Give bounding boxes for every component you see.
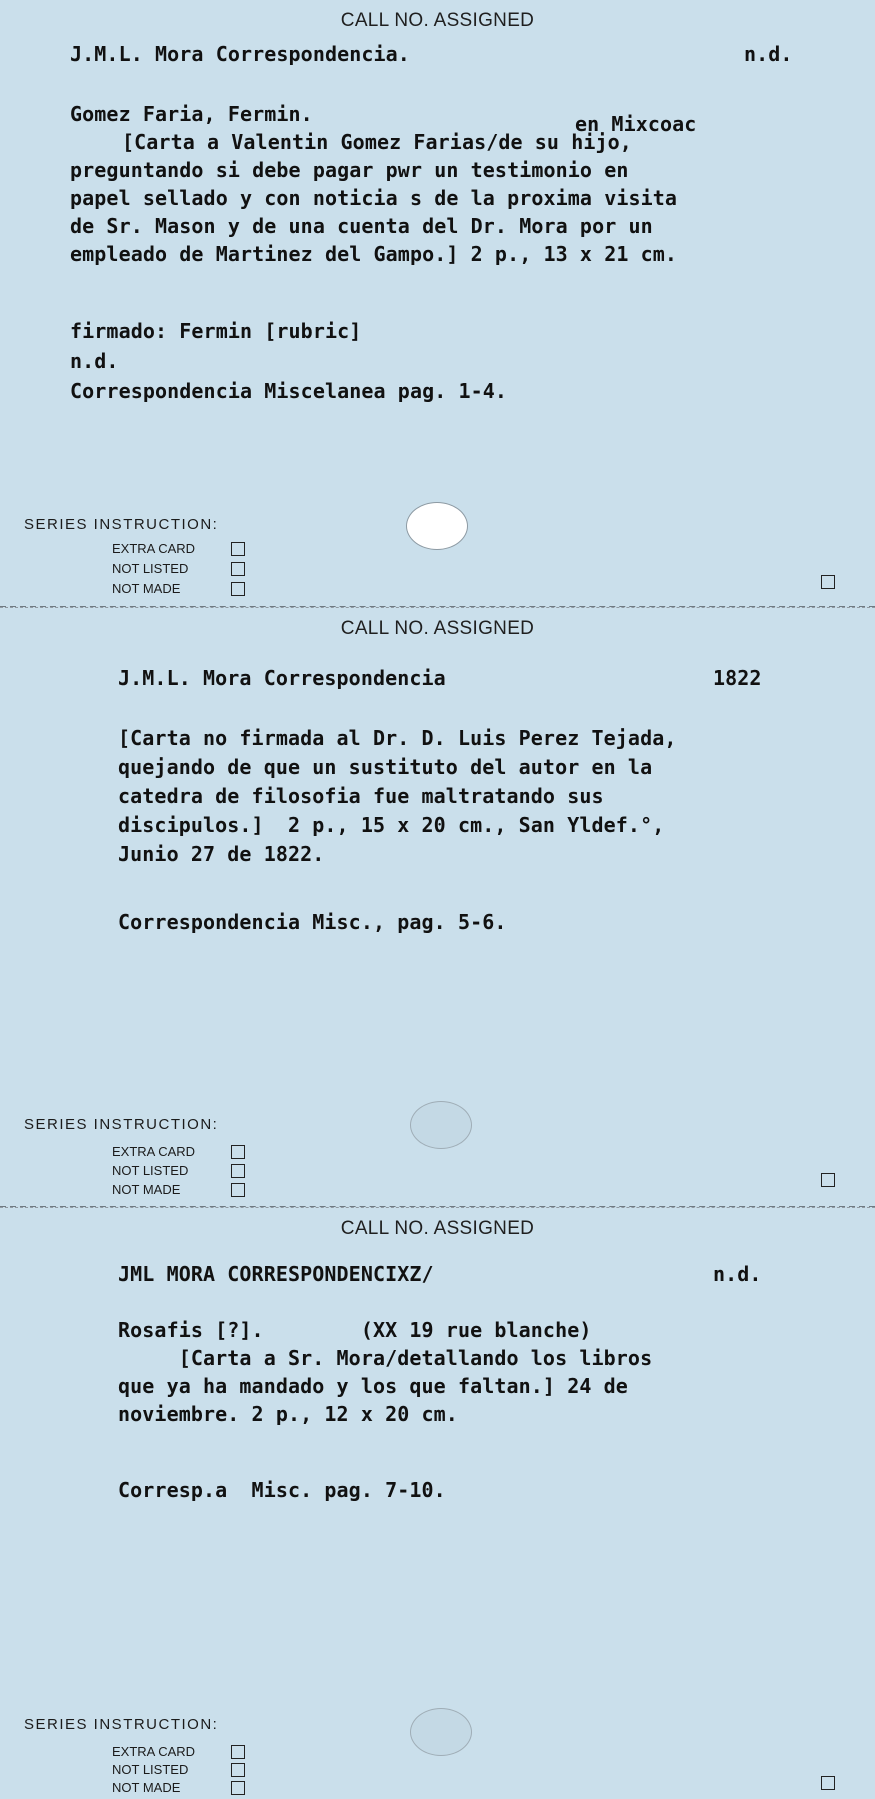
body-line: papel sellado y con noticia s de la proxima visita	[70, 186, 678, 210]
not-listed-checkbox[interactable]	[231, 1763, 245, 1777]
card-heading: J.M.L. Mora Correspondencia	[118, 666, 446, 690]
not-made-label: NOT MADE	[112, 1182, 181, 1197]
extra-card-label: EXTRA CARD	[112, 541, 196, 556]
body-line: Rosafis [?]. (XX 19 rue blanche)	[118, 1318, 592, 1342]
not-listed-label: NOT LISTED	[112, 1762, 189, 1777]
extra-card-checkbox[interactable]	[231, 1145, 245, 1159]
body-line: catedra de filosofia fue maltratando sus	[118, 784, 604, 808]
series-instruction-label: SERIES INSTRUCTION:	[24, 516, 219, 533]
body-line: empleado de Martinez del Gampo.] 2 p., 13 x 21 cm.	[70, 242, 678, 266]
not-listed-checkbox[interactable]	[231, 562, 245, 576]
extra-card-label: EXTRA CARD	[112, 1144, 196, 1159]
not-made-label: NOT MADE	[112, 581, 181, 596]
corner-checkbox[interactable]	[821, 1776, 835, 1790]
not-made-checkbox[interactable]	[231, 1781, 245, 1795]
footer-line: Correspondencia Misc., pag. 5-6.	[118, 910, 507, 934]
footer-line: firmado: Fermin [rubric]	[70, 319, 362, 343]
corner-checkbox[interactable]	[821, 575, 835, 589]
card-footer	[118, 910, 507, 982]
not-made-checkbox[interactable]	[231, 1183, 245, 1197]
body-line: [Carta a Sr. Mora/detallando los libros	[118, 1346, 653, 1370]
catalog-card-3	[0, 1207, 875, 1799]
catalog-card-2	[0, 607, 875, 1208]
handwritten-insertion: en Mixcoac	[575, 112, 697, 136]
call-no-assigned-label: CALL NO. ASSIGNED	[340, 618, 535, 639]
card-footer	[118, 1478, 446, 1550]
body-line: Gomez Faria, Fermin.	[70, 102, 313, 126]
not-listed-option	[112, 561, 247, 579]
punch-hole	[406, 502, 468, 550]
body-line: de Sr. Mason y de una cuenta del Dr. Mora por un	[70, 214, 653, 238]
body-line: preguntando si debe pagar pwr un testimonio en	[70, 158, 629, 182]
footer-line: Corresp.a Misc. pag. 7-10.	[118, 1478, 446, 1502]
card-date: n.d.	[744, 42, 793, 66]
extra-card-label: EXTRA CARD	[112, 1744, 196, 1759]
body-line: que ya ha mandado y los que faltan.] 24 de	[118, 1374, 628, 1398]
extra-card-checkbox[interactable]	[231, 542, 245, 556]
extra-card-option	[112, 541, 247, 559]
body-line: quejando de que un sustituto del autor en la	[118, 755, 653, 779]
not-made-option	[112, 1780, 247, 1798]
card-body	[118, 724, 875, 927]
extra-card-checkbox[interactable]	[231, 1745, 245, 1759]
extra-card-option	[112, 1144, 247, 1162]
body-line: discipulos.] 2 p., 15 x 20 cm., San Yldef.°,	[118, 813, 665, 837]
card-body	[118, 1316, 875, 1484]
card-date: 1822	[713, 666, 762, 690]
not-listed-option	[112, 1163, 247, 1181]
footer-line: Correspondencia Miscelanea pag. 1-4.	[70, 379, 508, 403]
not-listed-option	[112, 1762, 247, 1780]
card-body	[70, 100, 870, 324]
catalog-card-1	[0, 0, 875, 607]
body-line: Junio 27 de 1822.	[118, 842, 325, 866]
not-made-option	[112, 581, 247, 599]
corner-checkbox[interactable]	[821, 1173, 835, 1187]
not-listed-checkbox[interactable]	[231, 1164, 245, 1178]
footer-line: n.d.	[70, 349, 119, 373]
not-listed-label: NOT LISTED	[112, 1163, 189, 1178]
punch-hole	[410, 1101, 472, 1149]
call-no-assigned-label: CALL NO. ASSIGNED	[340, 10, 535, 31]
body-line: [Carta a Valentin Gomez Farias/de su hijo,	[122, 130, 632, 154]
body-line: [Carta no firmada al Dr. D. Luis Perez Tejada,	[118, 726, 677, 750]
not-listed-label: NOT LISTED	[112, 561, 189, 576]
punch-hole	[410, 1708, 472, 1756]
call-no-assigned-label: CALL NO. ASSIGNED	[340, 1218, 535, 1239]
series-instruction-label: SERIES INSTRUCTION:	[24, 1716, 219, 1733]
series-instruction-label: SERIES INSTRUCTION:	[24, 1116, 219, 1133]
not-made-option	[112, 1182, 247, 1200]
card-heading: J.M.L. Mora Correspondencia.	[70, 42, 410, 66]
body-line: noviembre. 2 p., 12 x 20 cm.	[118, 1402, 458, 1426]
not-made-label: NOT MADE	[112, 1780, 181, 1795]
card-date: n.d.	[713, 1262, 762, 1286]
extra-card-option	[112, 1744, 247, 1762]
card-heading: JML MORA CORRESPONDENCIXZ/	[118, 1262, 434, 1286]
not-made-checkbox[interactable]	[231, 582, 245, 596]
card-footer	[70, 316, 770, 466]
